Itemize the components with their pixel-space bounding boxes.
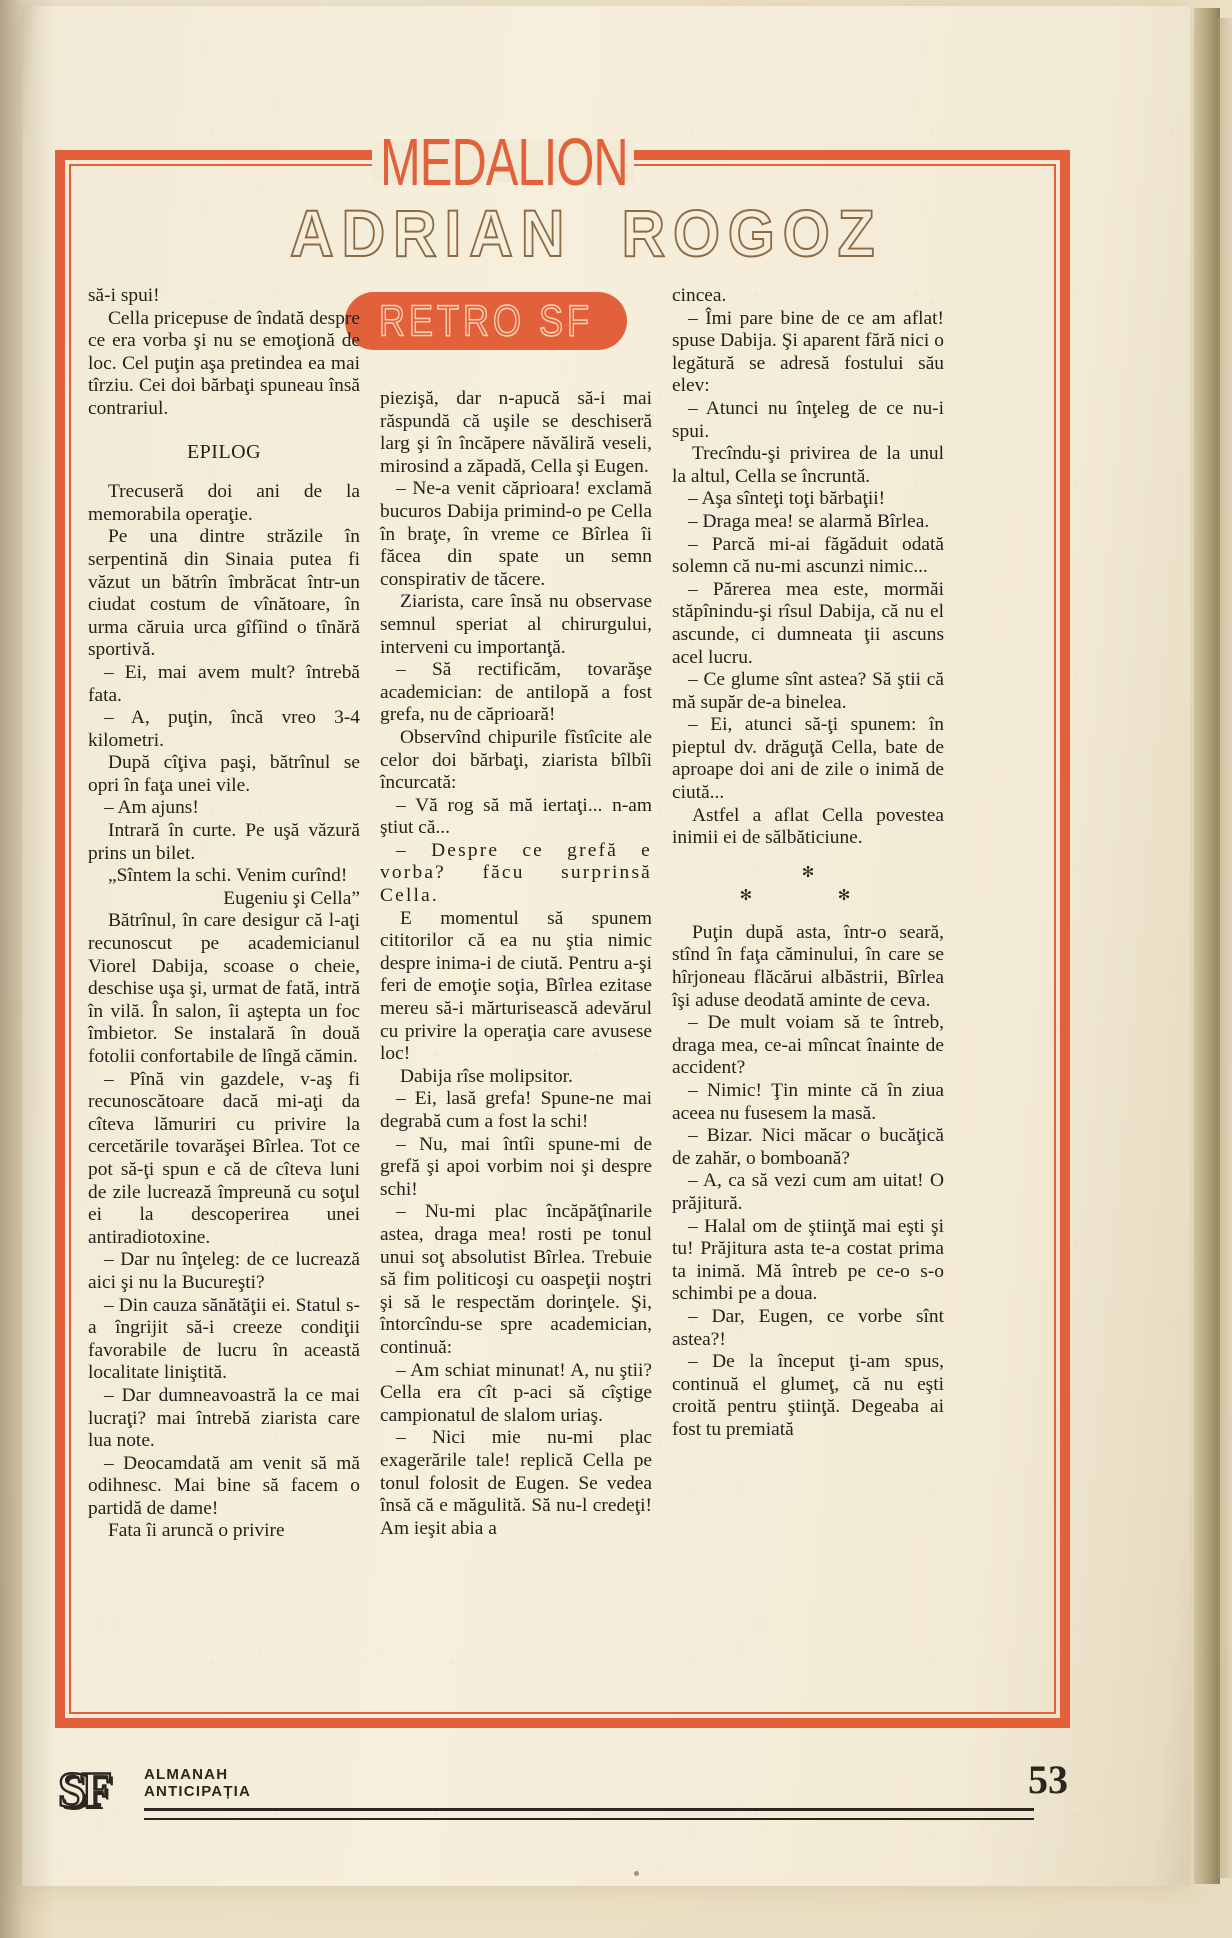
paragraph: – Halal om de ştiinţă mai eşti şi tu! Prăjitura asta te-a costat prima ta inimă. Mă întreb pe ce-o s-o schimbi pe a doua.	[672, 1215, 944, 1305]
page-footer	[58, 1757, 1068, 1830]
asterisk-pair: ✻ ✻	[739, 887, 877, 904]
article-author-title: ADRIAN ROGOZ	[290, 197, 883, 271]
paragraph: – Ei, mai avem mult? întrebă fata.	[88, 661, 360, 706]
epilog-heading: EPILOG	[186, 440, 262, 463]
paragraph: – Pînă vin gazdele, v-aş fi recunoscătoare dacă mi-aţi da cîteva lămuriri cu privire la cercetările tovarăşei Bîrlea. Tot ce pot să-ţi spun e că de cîteva luni de zile lucrează împreună cu soţul ei la descoperirea unei antiradiotoxine.	[88, 1068, 360, 1248]
imprint-line-1: ALMANAH	[144, 1766, 229, 1783]
paragraph: Ziarista, care însă nu observase semnul speriat al chirurgului, interveni cu importanţă.	[380, 591, 652, 658]
paragraph: – Îmi pare bine de ce am aflat! spuse Dabija. Şi aparent fără nici o legătură se adresă fostului său elev:	[672, 307, 944, 397]
paragraph: – Părerea mea este, mormăi stăpînindu-şi rîsul Dabija, că nu el ascunde, ci dumneata ţii ascuns acel lucru.	[672, 578, 944, 668]
section-title: MEDALION	[380, 126, 628, 201]
paragraph: – Dar dumneavoastră la ce mai lucraţi? mai întrebă ziarista care lua note.	[88, 1384, 360, 1452]
retro-sf-badge	[345, 292, 627, 350]
paragraph: – Bizar. Nici măcar o bucăţică de zahăr, o bomboană?	[672, 1125, 944, 1169]
paragraph: – Dar, Eugen, ce vorbe sînt astea?!	[672, 1305, 944, 1350]
paragraph: – Ei, lasă grefa! Spune-ne mai degrabă cum a fost la schi!	[380, 1088, 652, 1132]
paragraph: – Ne-a venit căprioara! exclamă bucuros Dabija primind-o pe Cella în braţe, în vreme ce Bîrlea îi făcea din spate un semn conspirativ de tăcere.	[380, 478, 652, 590]
retro-sf-badge-label: RETRO SF	[378, 295, 593, 345]
page-number: 53	[1028, 1757, 1068, 1802]
paragraph: Astfel a aflat Cella povestea inimii ei de sălbăticiune.	[672, 804, 944, 849]
paragraph: Trecîndu-şi privirea de la unul la altul, Cella se încruntă.	[672, 443, 944, 487]
imprint-line-2: ANTICIPAȚIA	[144, 1783, 252, 1800]
asterisk-top: ✻	[801, 864, 841, 881]
paragraph: – A, puţin, încă vreo 3-4 kilometri.	[88, 707, 360, 751]
paragraph: – Din cauza sănătăţii ei. Statul s-a îngrijit să-i creeze condiţii favorabile de lucru în această localitate liniştită.	[88, 1294, 360, 1384]
paragraph: – Nici mie nu-mi plac exagerările tale! replică Cella pe tonul folosit de Eugen. Se vedea însă că e măgulită. Să nu-l credeţi! Am ieşit abia a	[380, 1427, 652, 1539]
paragraph: După cîţiva paşi, bătrînul se opri în faţa unei vile.	[88, 752, 360, 796]
paragraph: – Să rectificăm, tovarăşe academician: de antilopă a fost grefa, nu de căprioară!	[380, 659, 652, 726]
paragraph: cincea.	[672, 285, 727, 306]
paragraph: – Vă rog să mă iertaţi... n-am ştiut că...	[380, 794, 652, 839]
paragraph: Observînd chipurile fîstîcite ale celor doi bărbaţi, ziarista bîlbîi încurcată:	[380, 726, 652, 794]
paragraph: – Am schiat minunat! A, nu ştii? Cella era cît p-aci să cîştige campionatul de slalom uriaş.	[380, 1359, 652, 1426]
paragraph: – Am ajuns!	[104, 797, 199, 819]
scan-speck	[634, 1871, 639, 1876]
text-column-3	[672, 285, 944, 1442]
paragraph: – Draga mea! se alarmă Bîrlea.	[688, 510, 930, 532]
paragraph: – A, ca să vezi cum am uitat! O prăjitură.	[672, 1170, 944, 1214]
paragraph: Cella pricepuse de îndată despre ce era vorba şi nu se emoţionă de loc. Cel puţin aşa pretindea ea mai tîrziu. Cei doi bărbaţi spuneau însă contrariul.	[88, 307, 360, 419]
paragraph: – Despre ce grefă e vorba? făcu surprinsă Cella.	[380, 839, 652, 907]
text-column-2	[380, 388, 652, 1540]
paragraph: – Nu-mi plac încăpăţînarile astea, draga mea! rosti pe tonul unui soţ absolutist Bîrlea. Trebuie să fim politicoşi cu oaspeţii noştri şi să le respectăm dorinţele. Şi, întorcîndu-se spre academician, continuă:	[380, 1201, 652, 1358]
paragraph: – De la început ţi-am spus, continuă el glumeţ, că nu eşti croită pentru ştiinţă. Degeaba ai fost tu premiată	[672, 1351, 944, 1440]
letter-signature: Eugeniu şi Cella”	[223, 887, 360, 909]
footer-rule	[144, 1808, 1034, 1820]
paragraph: Trecuseră doi ani de la memorabila operaţie.	[88, 481, 360, 525]
paragraph: Dabija rîse molipsitor.	[400, 1065, 573, 1087]
paragraph: Pe una dintre străzile în serpentină din Sinaia putea fi văzut un bătrîn îmbrăcat într-un ciudat costum de vînătoare, în urma căruia urca gîfîind o tînără sportivă.	[88, 526, 360, 661]
paragraph: – Atunci nu înţeleg de ce nu-i spui.	[672, 397, 944, 442]
imprint	[144, 1766, 251, 1800]
paragraph: – Aşa sînteţi toţi bărbaţii!	[688, 488, 886, 510]
paragraph: Bătrînul, în care desigur că l-aţi recunoscut pe academicianul Viorel Dabija, scoase o cheie, deschise uşa şi, urmat de fată, intră în vilă. În salon, îi aştepta un foc îmbietor. Se instalară în două fotolii confortabile de lîngă cămin.	[88, 910, 360, 1067]
paragraph: – Nimic! Ţin minte că în ziua aceea nu fusesem la masă.	[672, 1080, 944, 1124]
paragraph: – De mult voiam să te întreb, draga mea, ce-ai mîncat înainte de accident?	[672, 1012, 944, 1079]
text-column-1	[88, 285, 360, 1543]
paragraph: – Deocamdată am venit să mă odihnesc. Mai bine să facem o partidă de dame!	[88, 1452, 360, 1519]
page-edge-right-outer	[1218, 18, 1232, 1878]
paragraph: Fata îi aruncă o privire	[108, 1520, 285, 1542]
page-gutter-shadow	[0, 0, 54, 1938]
paragraph: – Nu, mai întîi spune-mi de grefă şi apoi vorbim noi şi despre schi!	[380, 1133, 652, 1200]
paragraph: – Ei, atunci să-ţi spunem: în pieptul dv. drăguţă Cella, bate de aproape doi ani de zile o inimă de ciută...	[672, 714, 944, 804]
paragraph: – Dar nu înţeleg: de ce lucrează aici şi nu la Bucureşti?	[88, 1249, 360, 1293]
paragraph: Intrară în curte. Pe uşă văzură prins un bilet.	[88, 820, 360, 864]
paragraph: – Parcă mi-ai făgăduit odată solemn că nu-mi ascunzi nimic...	[672, 533, 944, 578]
sf-logo: SF	[58, 1761, 109, 1817]
paragraph: să-i spui!	[88, 285, 160, 306]
paragraph: „Sîntem la schi. Venim curînd!	[108, 865, 348, 887]
paragraph: E momentul să spunem cititorilor că ea nu ştia nimic despre inima-i de ciută. Pentru a-şi feri de emoţie soţia, Bîrlea ezitase mereu să-i mărturisească adevărul cu privire la operaţia care avusese loc!	[380, 907, 652, 1065]
paragraph: Puţin după asta, într-o seară, stînd în faţa căminului, în care se hîrjoneau flăcărui albăstrii, Bîrlea îşi aduse deodată aminte de ceva.	[672, 921, 944, 1011]
paragraph: piezişă, dar n-apucă să-i mai răspundă că uşile se deschiseră larg şi în încăpere năvăliră veseli, mirosind a zăpadă, Cella şi Eugen.	[380, 388, 652, 477]
page-edge-right	[1194, 8, 1220, 1884]
section-separator-asterisks	[672, 866, 944, 904]
paragraph: – Ce glume sînt astea? Să ştii că mă supăr de-a binelea.	[672, 669, 944, 713]
